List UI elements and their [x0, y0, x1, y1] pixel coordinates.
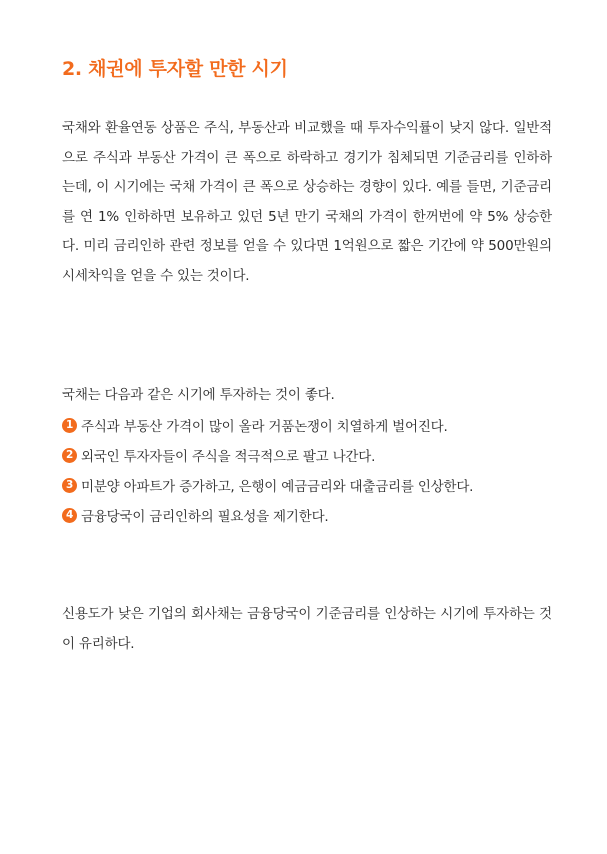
list-item-text: 주식과 부동산 가격이 많이 올라 거품논쟁이 치열하게 벌어진다.	[81, 419, 448, 435]
list-item	[62, 470, 473, 500]
list-item-text: 미분양 아파트가 증가하고, 은행이 예금금리와 대출금리를 인상한다.	[81, 479, 474, 495]
numbered-list	[62, 410, 473, 530]
body-paragraph-2: 신용도가 낮은 기업의 회사채는 금융당국이 기준금리를 인상하는 시기에 투자하는 것이 유리하다.	[62, 606, 552, 652]
list-item	[62, 410, 473, 440]
number-badge-3: 3	[62, 478, 77, 493]
number-badge-4: 4	[62, 508, 77, 523]
list-intro: 국채는 다음과 같은 시기에 투자하는 것이 좋다.	[62, 387, 335, 403]
section-heading: 2. 채권에 투자할 만한 시기	[62, 58, 288, 80]
list-item	[62, 500, 473, 530]
list-item-text: 외국인 투자자들이 주식을 적극적으로 팔고 나간다.	[81, 449, 376, 465]
list-item-text: 금융당국이 금리인하의 필요성을 제기한다.	[81, 509, 329, 525]
number-badge-1: 1	[62, 418, 77, 433]
list-item	[62, 440, 473, 470]
number-badge-2: 2	[62, 448, 77, 463]
body-paragraph-1: 국채와 환율연동 상품은 주식, 부동산과 비교했을 때 투자수익률이 낮지 않다. 일반적으로 주식과 부동산 가격이 큰 폭으로 하락하고 경기가 침체되면 기준금리를 인하하는데, 이 시기에는 국채 가격이 큰 폭으로 상승하는 경향이 있다. 예를 들면, 기준금리를 연 1% 인하하면 보유하고 있던 5년 만기 국채의 가격이 한꺼번에 약 5% 상승한다. 미리 금리인하 관련 정보를 얻을 수 있다면 1억원으로 짧은 기간에 약 500만원의 시세차익을 얻을 수 있는 것이다.	[62, 120, 552, 284]
